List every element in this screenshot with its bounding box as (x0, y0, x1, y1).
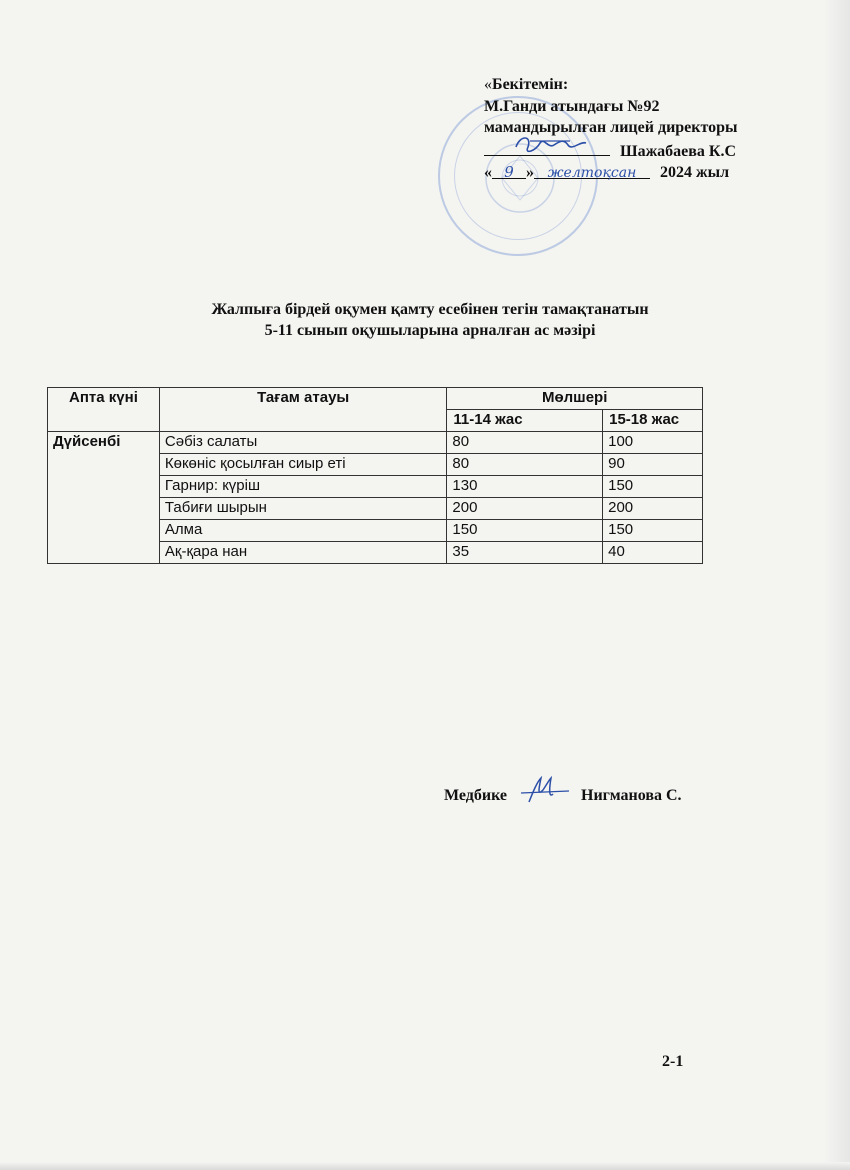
amount-11-14-cell: 80 (447, 454, 603, 476)
nurse-signature-area (511, 784, 577, 800)
dish-cell: Ақ-қара нан (159, 542, 446, 564)
quote-mark: « (484, 76, 492, 93)
amount-15-18-cell: 90 (603, 454, 703, 476)
title-line-1: Жалпыға бірдей оқумен қамту есебінен тегін тамақтанатын (211, 301, 649, 318)
scan-bottom-edge (0, 1162, 850, 1170)
amount-15-18-cell: 150 (603, 520, 703, 542)
table-header-row (48, 388, 703, 410)
amount-11-14-cell: 80 (447, 432, 603, 454)
header-dish: Тағам атауы (159, 388, 446, 432)
approval-block (484, 74, 824, 184)
approval-heading: Бекітемін: (492, 76, 569, 93)
amount-11-14-cell: 200 (447, 498, 603, 520)
header-day: Апта күні (48, 388, 160, 432)
header-age-15-18: 15-18 жас (603, 410, 703, 432)
date-year: 2024 жыл (660, 164, 730, 181)
date-row (484, 162, 824, 184)
date-quote-open: « (484, 164, 492, 181)
amount-15-18-cell: 150 (603, 476, 703, 498)
header-amount: Мөлшері (447, 388, 703, 410)
dish-cell: Гарнир: күріш (159, 476, 446, 498)
amount-11-14-cell: 35 (447, 542, 603, 564)
document-title (100, 299, 760, 341)
approval-line-1: М.Ганди атындағы №92 (484, 97, 660, 115)
date-month: желтоқсан (547, 165, 637, 181)
date-quote-close: » (526, 164, 534, 181)
date-day: 9 (504, 163, 514, 181)
amount-15-18-cell: 40 (603, 542, 703, 564)
director-signature-line (484, 139, 610, 156)
amount-15-18-cell: 100 (603, 432, 703, 454)
date-day-field (492, 162, 526, 179)
amount-15-18-cell: 200 (603, 498, 703, 520)
nurse-signature-block (444, 784, 682, 805)
approval-line-2: мамандырылған лицей директоры (484, 119, 738, 136)
director-row (484, 139, 824, 163)
nurse-signature-icon (519, 776, 571, 806)
amount-11-14-cell: 130 (447, 476, 603, 498)
nurse-name: Нигманова С. (581, 787, 682, 804)
director-signature-icon (510, 133, 590, 157)
dish-cell: Сәбіз салаты (159, 432, 446, 454)
title-line-2: 5-11 сынып оқушыларына арналған ас мәзірі (264, 322, 596, 339)
amount-11-14-cell: 150 (447, 520, 603, 542)
dish-cell: Алма (159, 520, 446, 542)
approval-heading-row (484, 74, 824, 96)
page-number: 2-1 (662, 1053, 684, 1070)
dish-cell: Табиғи шырын (159, 498, 446, 520)
day-cell: Дүйсенбі (48, 432, 160, 564)
director-name: Шажабаева К.С (620, 142, 737, 160)
header-age-11-14: 11-14 жас (447, 410, 603, 432)
table-row (48, 432, 703, 454)
dish-cell: Көкөніс қосылған сиыр еті (159, 454, 446, 476)
menu-table (47, 387, 703, 564)
date-month-field (534, 162, 650, 179)
scan-edge (824, 0, 850, 1170)
nurse-role: Медбике (444, 787, 508, 804)
